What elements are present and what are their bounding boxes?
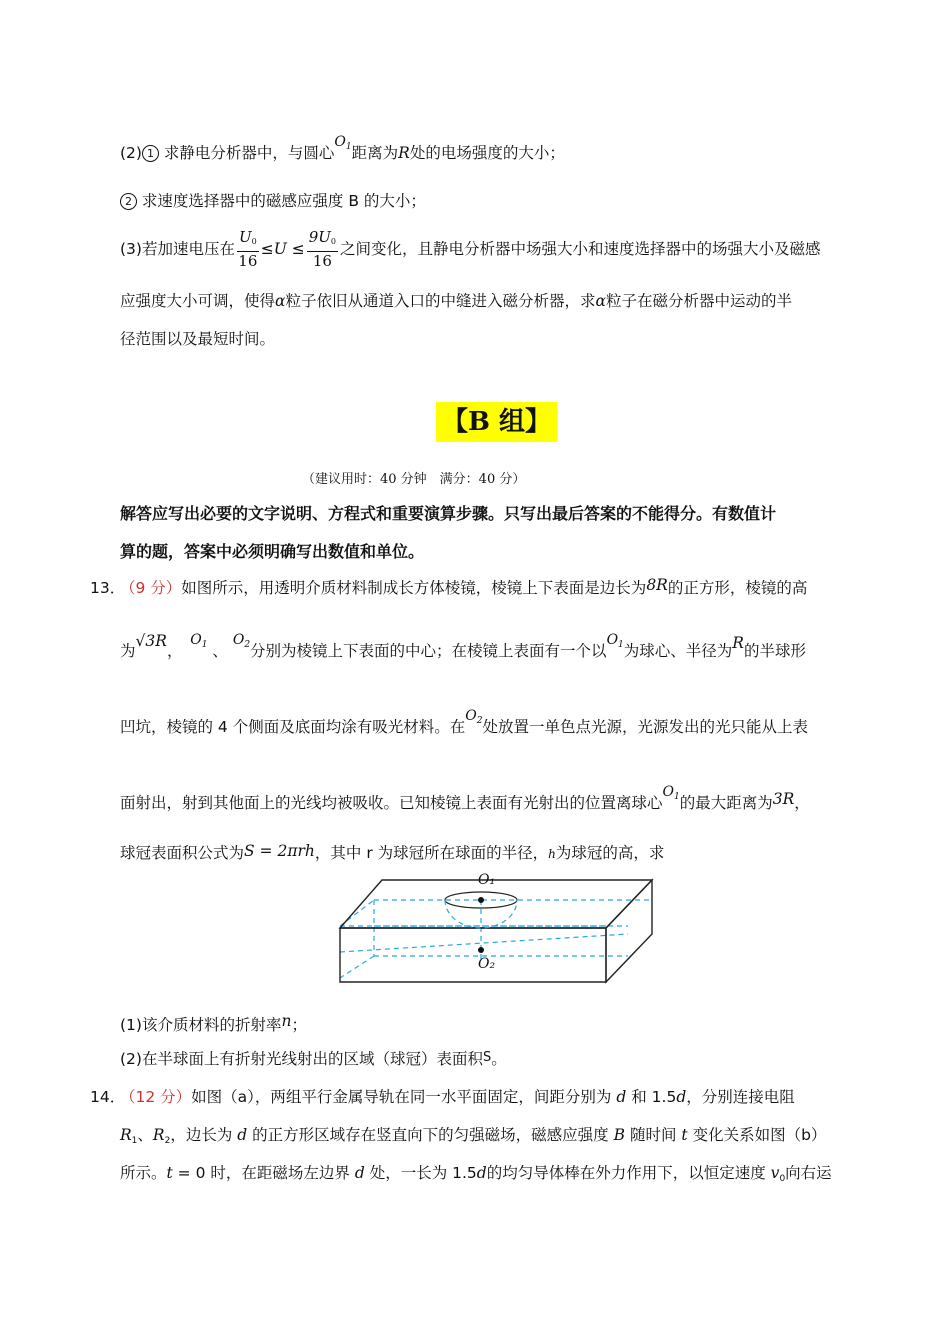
question-3-line-1: (3)若加速电压在 $\frac{U0}{16}$ ≤U ≤ $\frac{9U0}{16}$ 之间变化，且静电分析器中场强大小和速度选择器中的场强大小及磁感 [120, 228, 821, 270]
alpha-symbol: α [595, 292, 606, 310]
q13-subquestion-2: (2)在半球面上有折射光线射出的区域（球冠）表面积S。 [120, 1050, 507, 1068]
q13-line-2: 为√3R， $O_1$ 、 $O_2$分别为棱镜上下表面的中心；在棱镜上表面有一个以$O_1$为球心、半径为R的半球形 [120, 632, 806, 660]
sqrt3R: √3R [135, 632, 167, 650]
instructions-line-1: 解答应写出必要的文字说明、方程式和重要演算步骤。只写出最后答案的不能得分。有数值计 [120, 504, 777, 523]
q14-score: （12 分） [120, 1088, 192, 1106]
alpha-symbol: α [275, 292, 286, 310]
q13-line-5: 球冠表面积公式为S = 2πrh，其中 r 为球冠所在球面的半径，h为球冠的高，求 [120, 842, 665, 862]
q13-line-3: 凹坑，棱镜的 4 个侧面及底面均涂有吸光材料。在$O_2$处放置一单色点光源，光源发出的光只能从上表 [120, 708, 808, 736]
fraction-u0-over-16: $\frac{U0}{16}$ [238, 228, 258, 270]
time-note: （建议用时：40 分钟 满分：40 分） [302, 472, 526, 487]
question-14-number: 14． [90, 1088, 126, 1106]
o1-symbol: $O_1$ [334, 134, 352, 152]
question-3-line-3: 径范围以及最短时间。 [120, 330, 276, 348]
question-2-part-2: 2 求速度选择器中的磁感应强度 B 的大小； [120, 190, 426, 212]
question-2-part-1: (2) 1 求静电分析器中，与圆心$O_1$距离为R处的电场强度的大小； [120, 134, 565, 162]
fraction-9u0-over-16: $\frac{9U0}{16}$ [308, 228, 337, 270]
q14-line-2: $R_1$、$R_2$，边长为 d 的正方形区域存在竖直向下的匀强磁场，磁感应强度 B 随时间 t 变化关系如图（b） [120, 1126, 827, 1146]
q14-line-1: （12 分）如图（a），两组平行金属导轨在同一水平面固定，间距分别为 d 和 1.5d，分别连接电阻 [120, 1088, 795, 1106]
o2-symbol: $O_2$ [232, 632, 251, 650]
q13-line-4: 面射出，射到其他面上的光线均被吸收。已知棱镜上表面有光射出的位置离球心$O_1$的最大距离为3R， [120, 784, 810, 812]
o1-symbol: $O_1$ [662, 784, 680, 802]
figure-label-o1: O₁ [478, 872, 496, 888]
prism-figure [336, 872, 656, 984]
o1-symbol: $O_1$ [190, 632, 208, 650]
circled-number-2: 2 [120, 193, 137, 210]
instructions-line-2: 算的题，答案中必须明确写出数值和单位。 [120, 542, 425, 561]
o2-symbol: $O_2$ [465, 708, 483, 726]
group-b-heading: 【B 组】 [436, 402, 557, 442]
question-13-number: 13． [90, 579, 126, 597]
o1-symbol: $O_1$ [606, 632, 624, 650]
figure-label-o2: O₂ [478, 956, 496, 972]
q13-score: （9 分） [120, 579, 182, 597]
q13-line-1: （9 分）如图所示，用透明介质材料制成长方体棱镜，棱镜上下表面是边长为8R的正方形，棱镜的高 [120, 576, 808, 597]
q14-line-3: 所示。t = 0 时，在距磁场左边界 d 处，一长为 1.5d的均匀导体棒在外力作用下，以恒定速度 $v_0$向右运 [120, 1164, 832, 1184]
q13-subquestion-1: (1)该介质材料的折射率n； [120, 1012, 307, 1034]
spherical-cap-formula: S = 2πrh [244, 842, 315, 860]
circled-number-1: 1 [142, 145, 159, 162]
question-3-line-2: 应强度大小可调，使得α粒子依旧从通道入口的中缝进入磁分析器，求α粒子在磁分析器中运动的半 [120, 292, 792, 310]
